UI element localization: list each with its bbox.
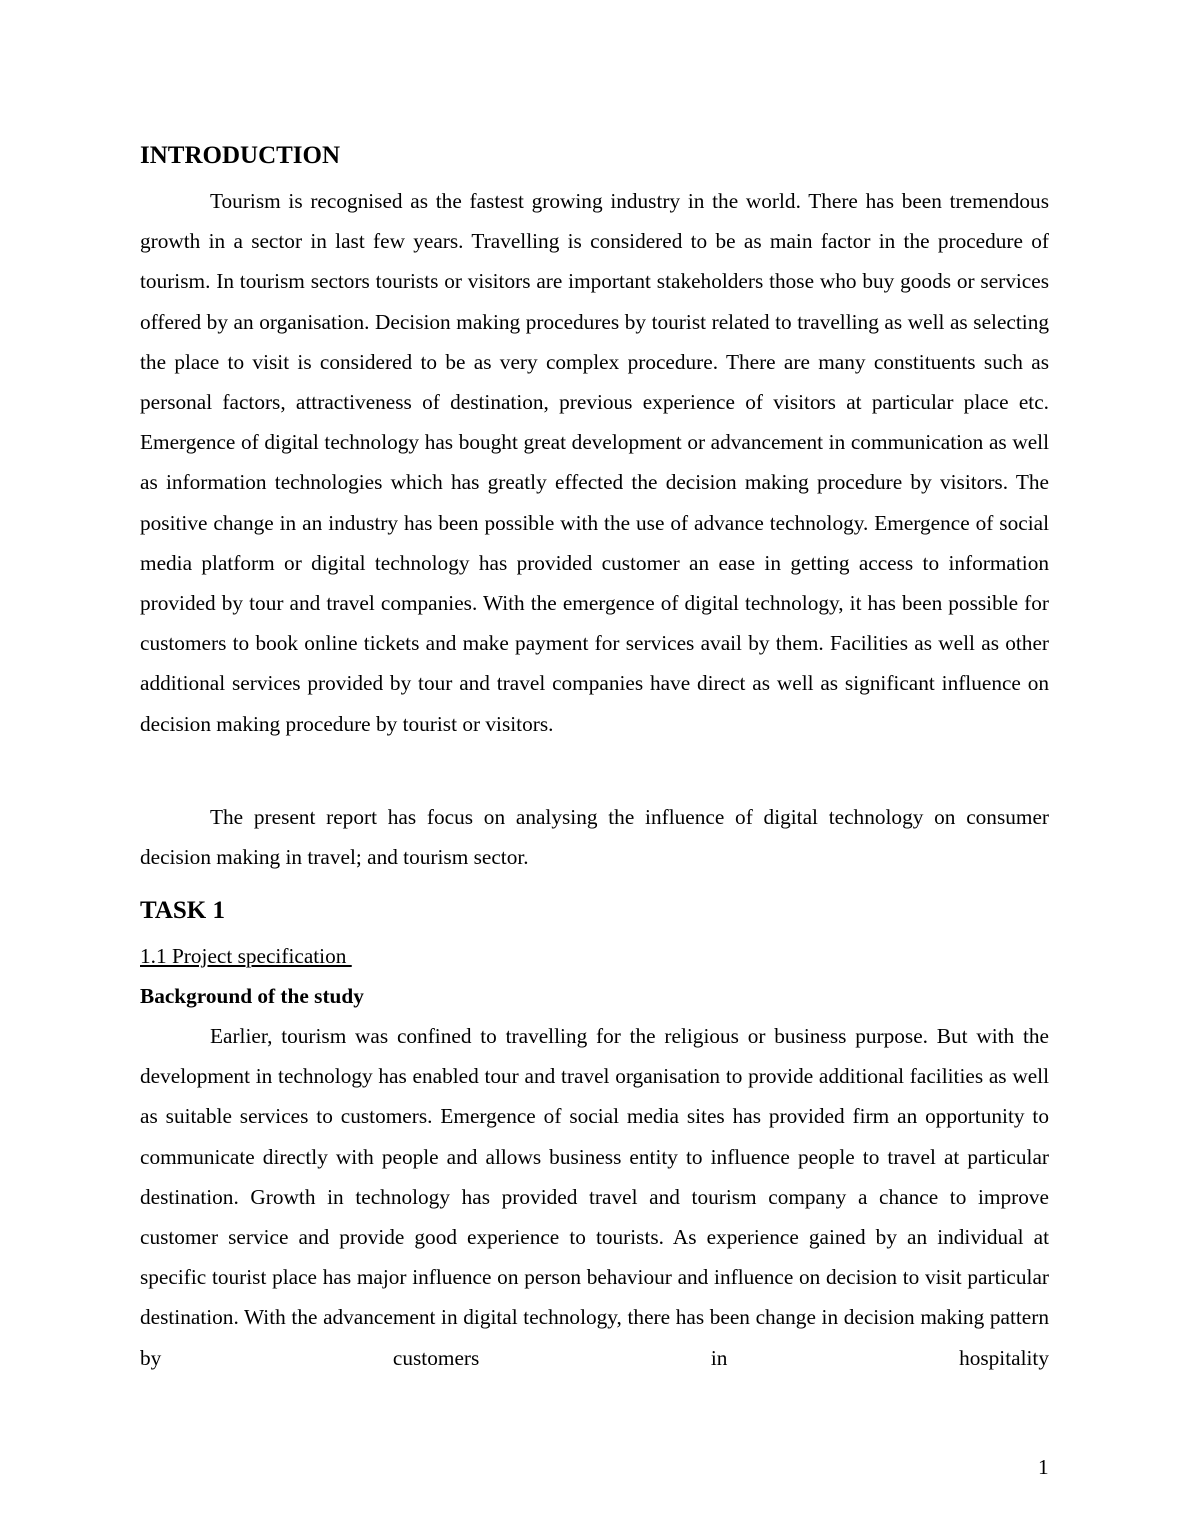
background-heading: Background of the study [140,984,364,1008]
introduction-heading: INTRODUCTION [140,142,341,169]
background-paragraph-1: Earlier, tourism was confined to travelling for the religious or business purpose. But with the development in technology has enabled tour and travel organisation to provide additional facilities as well as suitable services to customers. Emergence of social media sites has provided firm an opportunity to communicate directly with people and allows business entity to influence people to travel at particular destination. Growth in technology has provided travel and tourism company a chance to improve customer service and provide good experience to tourists. As experience gained by an individual at specific tourist place has major influence on person behaviour and influence on decision to visit particular destination. With the advancement in digital technology, there has been change in decision making pattern by customers in hospitality [140,1024,1049,1370]
introduction-paragraph-2: The present report has focus on analysing the influence of digital technology on consumer decision making in travel; and tourism sector. [140,805,1049,870]
page-number: 1 [1038,1455,1049,1479]
task1-heading: TASK 1 [140,897,225,924]
introduction-paragraph-1: Tourism is recognised as the fastest growing industry in the world. There has been tremendous growth in a sector in last few years. Travelling is considered to be as main factor in the procedure of tourism. In tourism sectors tourists or visitors are important stakeholders those who buy goods or services offered by an organisation. Decision making procedures by tourist related to travelling as well as selecting the place to visit is considered to be as very complex procedure. There are many constituents such as personal factors, attractiveness of destination, previous experience of visitors at particular place etc. Emergence of digital technology has bought great development or advancement in communication as well as information technologies which has greatly effected the decision making procedure by visitors. The positive change in an industry has been possible with the use of advance technology. Emergence of social media platform or digital technology has provided customer an ease in getting access to information provided by tour and travel companies. With the emergence of digital technology, it has been possible for customers to book online tickets and make payment for services avail by them. Facilities as well as other additional services provided by tour and travel companies have direct as well as significant influence on decision making procedure by tourist or visitors. [140,189,1049,736]
project-specification-subheading: 1.1 Project specification [140,944,352,968]
